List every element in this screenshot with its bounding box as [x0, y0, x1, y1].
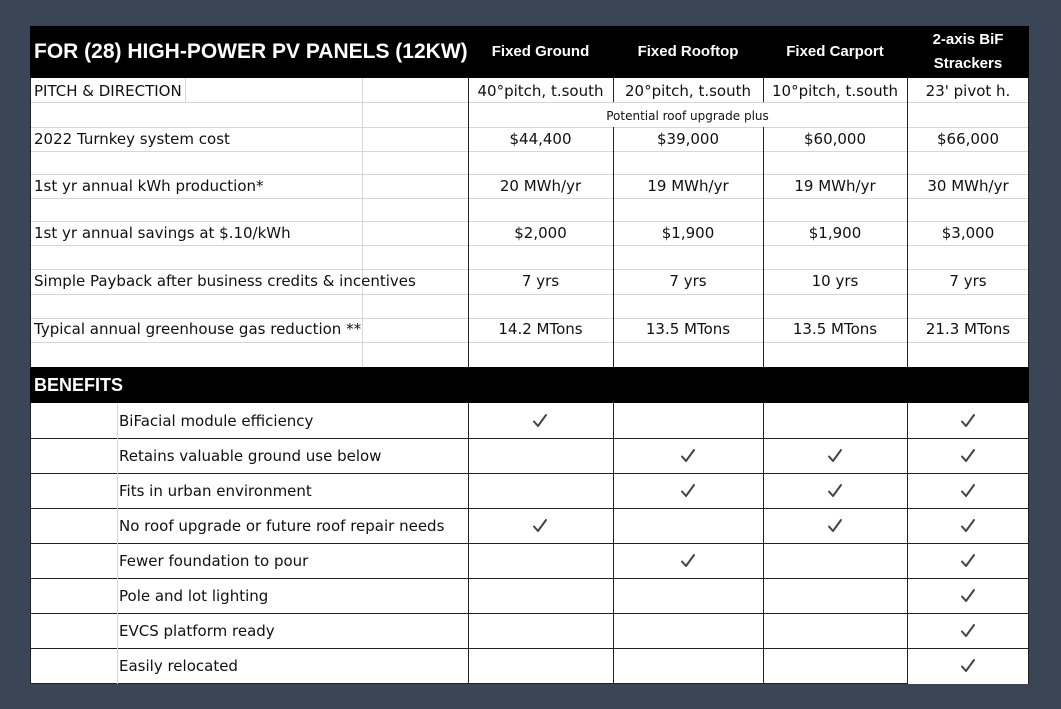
grid-line — [30, 648, 1029, 649]
column-divider — [1028, 403, 1029, 684]
row-value: $3,000 — [941, 224, 995, 242]
row-value: $1,900 — [661, 224, 715, 242]
savings-label: 1st yr annual savings at $.10/kWh — [34, 224, 291, 242]
table-title: FOR (28) HIGH-POWER PV PANELS (12KW) — [34, 40, 468, 63]
ghg-reduction-label: Typical annual greenhouse gas reduction ** — [34, 320, 362, 338]
benefit-label: Fewer foundation to pour — [119, 552, 309, 570]
row-value: $1,900 — [808, 224, 862, 242]
pitch-value: 23' pivot h. — [925, 82, 1011, 100]
row-value: 19 MWh/yr — [647, 177, 729, 195]
row-value: 10 yrs — [811, 272, 859, 290]
checkmark-icon — [680, 448, 696, 464]
checkmark-icon — [960, 483, 976, 499]
checkmark-icon — [680, 483, 696, 499]
row-value: 7 yrs — [669, 272, 707, 290]
grid-line — [362, 78, 363, 367]
col-header-fixed-ground: Fixed Ground — [491, 43, 590, 60]
row-value: 13.5 MTons — [645, 320, 731, 338]
benefits-title: BENEFITS — [34, 375, 124, 395]
grid-line — [30, 174, 1029, 175]
grid-line — [30, 269, 1029, 270]
checkmark-icon — [680, 553, 696, 569]
pitch-value: 10°pitch, t.south — [772, 82, 898, 100]
grid-line — [30, 508, 1029, 509]
checkmark-icon — [827, 448, 843, 464]
grid-line — [30, 245, 1029, 246]
row-value: 30 MWh/yr — [927, 177, 1009, 195]
row-value: 19 MWh/yr — [794, 177, 876, 195]
row-value: 21.3 MTons — [925, 320, 1011, 338]
checkmark-icon — [960, 658, 976, 674]
column-divider — [907, 403, 908, 684]
row-value: $2,000 — [514, 224, 567, 242]
grid-line — [30, 578, 1029, 579]
column-divider — [30, 403, 31, 684]
checkmark-icon — [532, 413, 548, 429]
grid-line — [30, 221, 1029, 222]
grid-line — [30, 438, 1029, 439]
benefit-label: BiFacial module efficiency — [119, 412, 314, 430]
benefits-band — [30, 367, 1029, 403]
benefit-label: Easily relocated — [119, 657, 238, 675]
checkmark-icon — [960, 623, 976, 639]
grid-line — [30, 198, 1029, 199]
row-value: 14.2 MTons — [498, 320, 583, 338]
benefit-label: No roof upgrade or future roof repair needs — [119, 517, 445, 535]
pitch-value: 40°pitch, t.south — [477, 82, 604, 100]
row-value: $66,000 — [936, 130, 1000, 148]
benefit-label: Fits in urban environment — [119, 482, 312, 500]
column-divider — [468, 403, 469, 684]
row-value: $44,400 — [509, 130, 572, 148]
pitch-direction-label: PITCH & DIRECTION — [34, 82, 182, 100]
checkmark-icon — [827, 483, 843, 499]
column-divider — [30, 78, 31, 367]
col-header-2axis-trackers: 2-axis BiF Strackers — [932, 31, 1004, 72]
turnkey-cost-label: 2022 Turnkey system cost — [34, 130, 230, 148]
checkmark-icon — [960, 553, 976, 569]
checkmark-icon — [960, 588, 976, 604]
production-label: 1st yr annual kWh production* — [34, 177, 264, 195]
checkmark-icon — [532, 518, 548, 534]
grid-line — [30, 543, 1029, 544]
checkmark-icon — [960, 448, 976, 464]
payback-label: Simple Payback after business credits & incentives — [34, 272, 416, 290]
row-value: 20 MWh/yr — [499, 177, 582, 195]
col-header-fixed-carport: Fixed Carport — [786, 43, 884, 60]
row-value: 7 yrs — [521, 272, 560, 290]
grid-line — [30, 342, 1029, 343]
row-value: 13.5 MTons — [792, 320, 878, 338]
checkmark-icon — [960, 518, 976, 534]
row-value: 7 yrs — [949, 272, 987, 290]
row-value: $39,000 — [656, 130, 720, 148]
comparison-table — [30, 26, 1029, 684]
grid-line — [30, 318, 1029, 319]
column-divider — [763, 403, 764, 684]
grid-line — [117, 403, 118, 684]
pitch-value: 20°pitch, t.south — [625, 82, 751, 100]
grid-line — [185, 78, 186, 103]
grid-line — [30, 613, 1029, 614]
benefit-label: EVCS platform ready — [119, 622, 275, 640]
col-header-fixed-rooftop: Fixed Rooftop — [637, 43, 739, 60]
checkmark-icon — [960, 413, 976, 429]
benefit-label: Retains valuable ground use below — [119, 447, 382, 465]
grid-line — [30, 151, 1029, 152]
grid-line — [30, 473, 1029, 474]
grid-line — [30, 102, 1029, 103]
grid-line — [30, 294, 1029, 295]
rooftop-note: Potential roof upgrade plus — [606, 109, 769, 123]
column-divider — [613, 403, 614, 684]
checkmark-icon — [827, 518, 843, 534]
row-value: $60,000 — [803, 130, 867, 148]
grid-line — [30, 127, 1029, 128]
benefit-label: Pole and lot lighting — [119, 587, 269, 605]
